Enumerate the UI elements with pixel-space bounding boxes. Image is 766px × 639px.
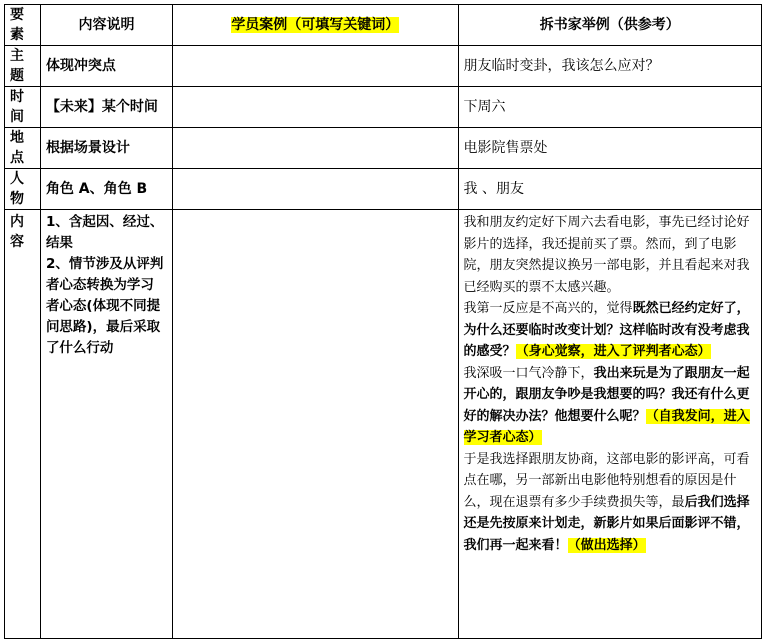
header-student-case-label: 学员案例（可填写关键词） [231,17,400,33]
example-paragraph [464,449,756,557]
paragraph-text: 我深吸一口气冷静下， [463,365,594,381]
row-description: 【未来】某个时间 [40,87,172,128]
description-item: 2、情节涉及从评判者心态转换为学习者心态(体现不同提问思路)，最后采取了什么行动 [45,256,164,356]
header-description: 内容说明 [40,5,172,46]
table-row [5,46,762,87]
student-case-cell[interactable] [173,128,458,169]
row-label: 地点 [5,128,41,169]
student-case-cell[interactable] [173,46,458,87]
student-case-cell[interactable] [173,87,458,128]
header-example: 拆书家举例（供参考） [458,5,761,46]
example-cell: 我 、朋友 [458,169,761,210]
row-description: 根据场景设计 [40,128,172,169]
row-label: 时间 [5,87,41,128]
row-description: 体现冲突点 [40,46,172,87]
header-student-case [173,5,458,46]
row-description [40,210,172,639]
row-description: 角色 A、角色 B [40,169,172,210]
example-cell [458,210,761,639]
table-row [5,210,762,639]
table-row [5,128,762,169]
paragraph-text: 我第一反应是不高兴的，觉得 [463,301,633,316]
student-case-cell[interactable] [173,210,458,639]
description-item: 1、含起因、经过、结果 [45,214,164,251]
paragraph-text: 于是我选择跟朋友协商，这部电影的影评高，可看点在哪，另一部新出电影他特别想看的原因是什么，现在退票有多少手续费损失等，最 [463,451,750,510]
paragraph-bold-text: 我出来玩是为了跟朋友一起开心的，跟朋友争吵是我想要的吗？我还有什么更好的解决办法？他想要什么呢？ [463,365,750,424]
paragraph-text: 我和朋友约定好下周六去看电影，事先已经讨论好影片的选择，我还提前买了票。然而，到了电影院，朋友突然提议换另一部电影，并且看起来对我已经购买的票不太感兴趣。 [463,215,750,295]
paragraph-bold-text: 既然已经约定好了，为什么还要临时改变计划？这样临时改有没考虑我的感受？ [463,301,750,359]
example-cell: 朋友临时变卦，我该怎么应对？ [458,46,761,87]
highlight-annotation: （做出选择） [567,537,646,553]
row-label: 主题 [5,46,41,87]
table-row [5,169,762,210]
example-cell: 电影院售票处 [458,128,761,169]
student-case-cell[interactable] [173,169,458,210]
example-paragraph [464,298,756,363]
paragraph-bold-text: 后我们选择还是先按原来计划走，新影片如果后面影评不错，我们再一起来看！ [463,494,750,553]
header-element: 要素 [5,5,41,46]
highlight-annotation: （自我发问，进入学习者心态） [463,408,750,445]
header-row [5,5,762,46]
row-label: 人物 [5,169,41,210]
example-paragraph [464,212,756,298]
table-row [5,87,762,128]
row-label: 内容 [5,210,41,639]
example-paragraph [464,363,756,449]
highlight-annotation: （身心觉察，进入了评判者心态） [515,344,711,359]
example-cell: 下周六 [458,87,761,128]
element-table [4,4,762,639]
